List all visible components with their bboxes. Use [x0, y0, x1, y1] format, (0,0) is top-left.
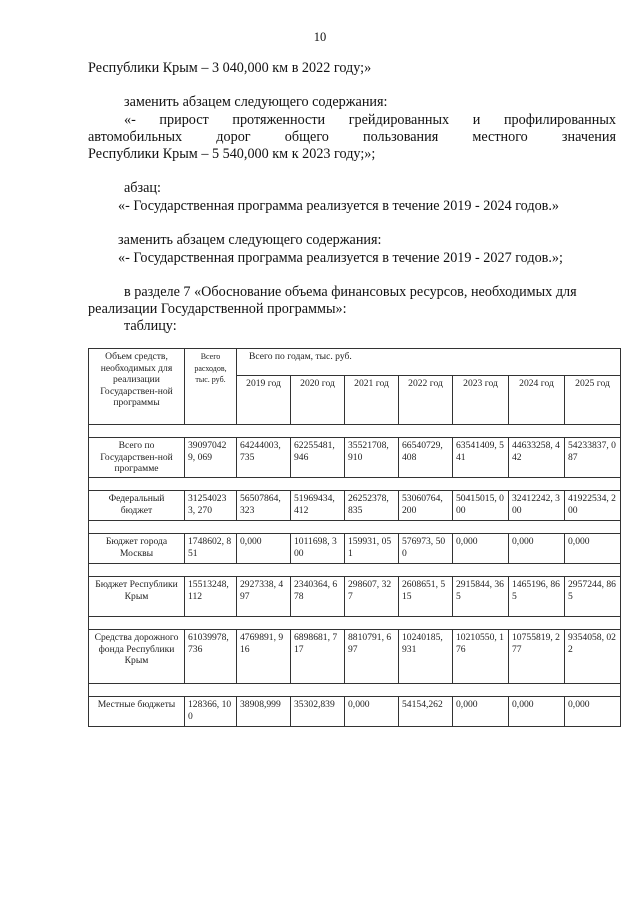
paragraph-line: таблицу: — [124, 318, 177, 334]
paragraph-line: автомобильных дорог общего пользования местного значения — [88, 129, 616, 145]
table-row — [89, 697, 621, 727]
cell-value: 41922534, 200 — [565, 491, 621, 521]
row-label: Всего по Государствен-ной программе — [89, 438, 185, 478]
table-row — [89, 438, 621, 478]
cell-value: 2608651, 515 — [399, 577, 453, 617]
cell-value: 26252378, 835 — [345, 491, 399, 521]
table-row — [89, 491, 621, 521]
cell-value: 44633258, 442 — [509, 438, 565, 478]
cell-value: 10240185, 931 — [399, 630, 453, 684]
finance-table — [88, 348, 621, 727]
cell-value: 159931, 051 — [345, 534, 399, 564]
cell-value: 38908,999 — [237, 697, 291, 727]
cell-value: 0,000 — [345, 697, 399, 727]
header-year: 2025 год — [565, 376, 621, 425]
cell-value: 0,000 — [509, 534, 565, 564]
cell-value: 1465196, 865 — [509, 577, 565, 617]
row-label: Бюджет города Москвы — [89, 534, 185, 564]
cell-value: 9354058, 022 — [565, 630, 621, 684]
cell-value: 8810791, 697 — [345, 630, 399, 684]
paragraph-line: Республики Крым – 3 040,000 км в 2022 году;» — [88, 60, 372, 76]
cell-value: 298607, 327 — [345, 577, 399, 617]
cell-value: 53060764, 200 — [399, 491, 453, 521]
cell-value: 54233837, 087 — [565, 438, 621, 478]
paragraph-line: заменить абзацем следующего содержания: — [124, 94, 388, 110]
row-total: 312540233, 270 — [185, 491, 237, 521]
table-row — [89, 630, 621, 684]
cell-value: 2340364, 678 — [291, 577, 345, 617]
row-total: 1748602, 851 — [185, 534, 237, 564]
paragraph-line: Республики Крым – 5 540,000 км к 2023 году;»; — [88, 146, 376, 162]
cell-value: 66540729, 408 — [399, 438, 453, 478]
cell-value: 6898681, 717 — [291, 630, 345, 684]
cell-value: 2927338, 497 — [237, 577, 291, 617]
cell-value: 50415015, 000 — [453, 491, 509, 521]
cell-value: 4769891, 916 — [237, 630, 291, 684]
row-total: 15513248, 112 — [185, 577, 237, 617]
cell-value: 51969434, 412 — [291, 491, 345, 521]
cell-value: 63541409, 541 — [453, 438, 509, 478]
paragraph-line: реализации Государственной программы»: — [88, 301, 347, 317]
header-sources: Объем средств, необходимых для реализации Государствен-ной программы — [89, 349, 185, 425]
cell-value: 64244003, 735 — [237, 438, 291, 478]
cell-value: 0,000 — [237, 534, 291, 564]
page-number: 10 — [313, 30, 327, 44]
paragraph-line: абзац: — [124, 180, 161, 196]
header-year: 2023 год — [453, 376, 509, 425]
paragraph-line: заменить абзацем следующего содержания: — [118, 232, 382, 248]
cell-value: 0,000 — [565, 534, 621, 564]
table-row — [89, 577, 621, 617]
header-year: 2020 год — [291, 376, 345, 425]
header-year: 2021 год — [345, 376, 399, 425]
cell-value: 62255481, 946 — [291, 438, 345, 478]
header-year: 2019 год — [237, 376, 291, 425]
row-label: Местные бюджеты — [89, 697, 185, 727]
cell-value: 10755819, 277 — [509, 630, 565, 684]
cell-value: 32412242, 300 — [509, 491, 565, 521]
cell-value: 10210550, 176 — [453, 630, 509, 684]
header-year: 2022 год — [399, 376, 453, 425]
paragraph-line: «- Государственная программа реализуется в течение 2019 - 2027 годов.»; — [118, 250, 563, 266]
header-year: 2024 год — [509, 376, 565, 425]
paragraph-line: «- Государственная программа реализуется в течение 2019 - 2024 годов.» — [118, 198, 560, 214]
row-total: 390970429, 069 — [185, 438, 237, 478]
paragraph-line: «- прирост протяженности грейдированных и профилированных — [124, 112, 616, 128]
row-label: Федеральный бюджет — [89, 491, 185, 521]
row-label: Бюджет Республики Крым — [89, 577, 185, 617]
cell-value: 576973, 500 — [399, 534, 453, 564]
table-row — [89, 534, 621, 564]
cell-value: 2957244, 865 — [565, 577, 621, 617]
cell-value: 54154,262 — [399, 697, 453, 727]
header-total: Всего расходов, тыс. руб. — [185, 349, 237, 425]
cell-value: 56507864, 323 — [237, 491, 291, 521]
cell-value: 0,000 — [509, 697, 565, 727]
header-years-group: Всего по годам, тыс. руб. — [237, 349, 621, 376]
row-total: 128366, 100 — [185, 697, 237, 727]
row-total: 61039978, 736 — [185, 630, 237, 684]
cell-value: 1011698, 300 — [291, 534, 345, 564]
cell-value: 2915844, 365 — [453, 577, 509, 617]
cell-value: 0,000 — [453, 534, 509, 564]
paragraph-line: в разделе 7 «Обоснование объема финансовых ресурсов, необходимых для — [124, 284, 577, 300]
row-label: Средства дорожного фонда Республики Крым — [89, 630, 185, 684]
cell-value: 0,000 — [453, 697, 509, 727]
cell-value: 35521708, 910 — [345, 438, 399, 478]
cell-value: 0,000 — [565, 697, 621, 727]
cell-value: 35302,839 — [291, 697, 345, 727]
